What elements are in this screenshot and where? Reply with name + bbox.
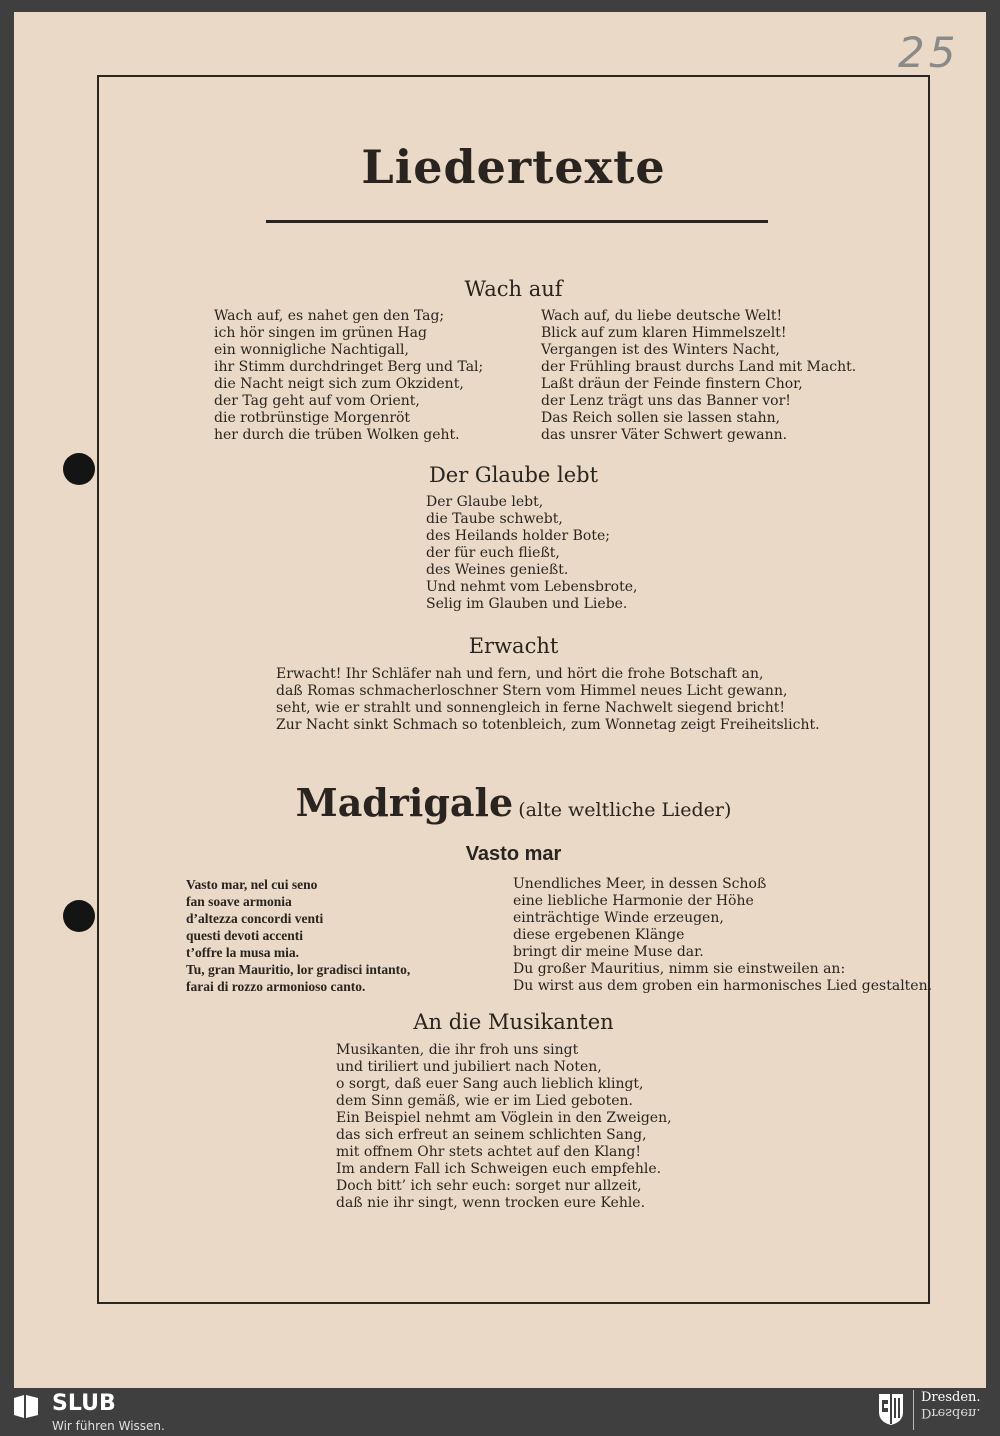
page-number: 25 [898, 28, 960, 77]
verse-line: d’altezza concordi venti [186, 911, 324, 926]
verse-line: der Tag geht auf vom Orient, [214, 393, 420, 409]
an-die-musikanten-verse [336, 1042, 672, 1212]
verse-line: Laßt dräun der Feinde finstern Chor, [541, 376, 803, 392]
verse-line: ihr Stimm durchdringet Berg und Tal; [214, 359, 484, 375]
verse-line: dem Sinn gemäß, wie er im Lied geboten. [336, 1093, 633, 1109]
verse-line: t’offre la musa mia. [186, 945, 299, 960]
verse-line: einträchtige Winde erzeugen, [513, 910, 724, 926]
verse-line: die Nacht neigt sich zum Okzident, [214, 376, 464, 392]
verse-line: Musikanten, die ihr froh uns singt [336, 1042, 579, 1058]
slub-brand: SLUB [52, 1391, 116, 1416]
verse-line: der Frühling braust durchs Land mit Macht. [541, 359, 857, 375]
verse-line: Zur Nacht sinkt Schmach so totenbleich, zum Wonnetag zeigt Freiheitslicht. [276, 717, 820, 733]
verse-line: o sorgt, daß euer Sang auch lieblich klingt, [336, 1076, 644, 1092]
verse-line: der für euch fließt, [426, 545, 560, 561]
verse-line: eine liebliche Harmonie der Höhe [513, 893, 754, 909]
verse-line: Du wirst aus dem groben ein harmonisches Lied gestalten. [513, 978, 933, 994]
verse-line: Wach auf, es nahet gen den Tag; [214, 308, 445, 324]
verse-line: des Heilands holder Bote; [426, 528, 610, 544]
verse-line: Selig im Glauben und Liebe. [426, 596, 628, 612]
verse-line: bringt dir meine Muse dar. [513, 944, 704, 960]
dresden-label-mirror: Dresden. [921, 1405, 981, 1420]
slub-logo-icon [12, 1392, 40, 1420]
verse-line: her durch die trüben Wolken geht. [214, 427, 460, 443]
wach-auf-verse-right [541, 308, 856, 444]
verse-line: das unsrer Väter Schwert gewann. [541, 427, 788, 443]
title-rule [266, 220, 768, 223]
madrigale-subtitle: (alte weltliche Lieder) [518, 799, 732, 821]
verse-line: ich hör singen im grünen Hag [214, 325, 427, 341]
verse-line: Das Reich sollen sie lassen stahn, [541, 410, 781, 426]
section-title-vasto-mar: Vasto mar [465, 843, 562, 865]
verse-line: und tiriliert und jubiliert nach Noten, [336, 1059, 602, 1075]
madrigale-heading [97, 780, 930, 825]
verse-line: Und nehmt vom Lebensbrote, [426, 579, 638, 595]
section-title-wach-auf: Wach auf [464, 277, 563, 301]
verse-line: Unendliches Meer, in dessen Schoß [513, 876, 767, 892]
vasto-mar-german [513, 876, 932, 995]
verse-line: Du großer Mauritius, nimm sie einstweilen an: [513, 961, 846, 977]
verse-line: ein wonnigliche Nachtigall, [214, 342, 409, 358]
verse-line: seht, wie er strahlt und sonnengleich in ferne Nachwelt siegend bricht! [276, 700, 785, 716]
verse-line: Wach auf, du liebe deutsche Welt! [541, 308, 783, 324]
verse-line: Erwacht! Ihr Schläfer nah und fern, und hört die frohe Botschaft an, [276, 666, 764, 682]
verse-line: Im andern Fall ich Schweigen euch empfehle. [336, 1161, 662, 1177]
verse-line: Ein Beispiel nehmt am Vöglein in den Zweigen, [336, 1110, 672, 1126]
footer-separator [913, 1390, 914, 1430]
verse-line: Doch bitt’ ich sehr euch: sorget nur allzeit, [336, 1178, 642, 1194]
vasto-mar-italian [186, 876, 410, 995]
der-glaube-lebt-verse [426, 494, 637, 613]
verse-line: mit offnem Ohr stets achtet auf den Klang! [336, 1144, 642, 1160]
verse-line: Der Glaube lebt, [426, 494, 544, 510]
dresden-label: Dresden. [921, 1390, 981, 1405]
verse-line: der Lenz trägt uns das Banner vor! [541, 393, 791, 409]
verse-line: Tu, gran Mauritio, lor gradisci intanto, [186, 962, 411, 977]
verse-line: des Weines genießt. [426, 562, 569, 578]
verse-line: Vasto mar, nel cui seno [186, 877, 318, 892]
punch-hole [63, 900, 95, 932]
verse-line: die rotbrünstige Morgenröt [214, 410, 411, 426]
verse-line: Blick auf zum klaren Himmelszelt! [541, 325, 787, 341]
wach-auf-verse-left [214, 308, 483, 444]
section-title-der-glaube-lebt: Der Glaube lebt [428, 463, 599, 487]
section-title-erwacht: Erwacht [468, 634, 559, 658]
verse-line: questi devoti accenti [186, 928, 303, 943]
punch-hole [63, 453, 95, 485]
dresden-crest-icon [877, 1392, 905, 1426]
main-title: Liedertexte [361, 140, 666, 194]
verse-line: fan soave armonia [186, 894, 292, 909]
verse-line: Vergangen ist des Winters Nacht, [541, 342, 780, 358]
verse-line: die Taube schwebt, [426, 511, 563, 527]
verse-line: daß nie ihr singt, wenn trocken eure Kehle. [336, 1195, 646, 1211]
madrigale-title: Madrigale [295, 780, 514, 825]
verse-line: daß Romas schmacherloschner Stern vom Himmel neues Licht gewann, [276, 683, 788, 699]
verse-line: farai di rozzo armonioso canto. [186, 979, 366, 994]
section-title-an-die-musikanten: An die Musikanten [413, 1010, 614, 1034]
verse-line: das sich erfreut an seinem schlichten Sang, [336, 1127, 647, 1143]
dresden-wordmark [921, 1391, 981, 1419]
erwacht-verse [276, 666, 820, 734]
verse-line: diese ergebenen Klänge [513, 927, 685, 943]
footer-bar [0, 1388, 1000, 1436]
slub-tagline: Wir führen Wissen. [52, 1419, 165, 1433]
